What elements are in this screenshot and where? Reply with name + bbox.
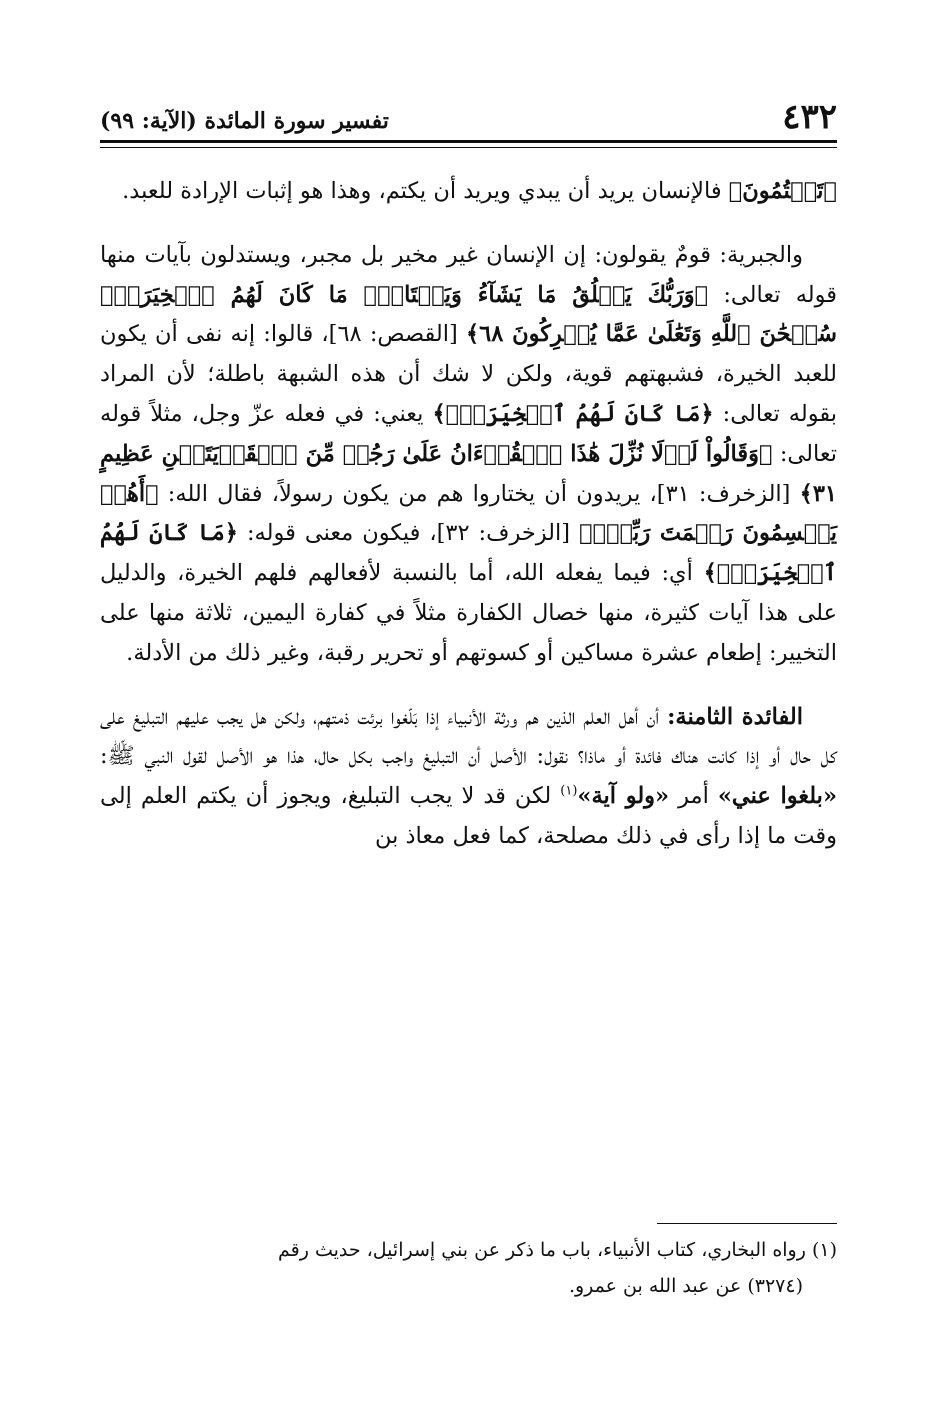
footnote-separator — [657, 1223, 837, 1224]
footnote-1-continuation — [100, 1268, 837, 1304]
text-span: أي: فيما يفعله الله، أما بالنسبة لأفعالهم فلهم الخيرة، والدليل على هذا آيات كثيرة، منها خصال الكفارة مثلاً في كفارة اليمين، ثلاثة منها على التخيير: إطعام عشرة مساكين أو كسوتهم أو تحرير رقبة، وغير ذلك من الأدلة. — [100, 560, 837, 666]
quran-verse: ﴿مَا كَانَ لَهُمُ ٱلۡخِيَرَةُۚ﴾ — [432, 400, 714, 427]
footnote-text: رواه البخاري، كتاب الأنبياء، باب ما ذكر عن بني إسرائيل، حديث رقم — [278, 1239, 812, 1261]
text-span: [الزخرف: ٣٢]، فيكون معنى قوله: — [237, 520, 580, 547]
text-span: [القصص: ٦٨]، قالوا: إنه نفى أن يكون للعبد الخيرة، فشبهتهم قوية، ولكن لا شك أن هذه الشبهة باطلة؛ لأن المراد بقوله تعالى: — [100, 321, 837, 427]
quran-verse: ﴿مَا كَانَ لَهُمُ ٱلۡخِيَرَةُۚ﴾ — [100, 520, 837, 587]
text-span: فالإنسان يريد أن يبدي ويريد أن يكتم، وهذا هو إثبات الإرادة للعبد. — [122, 178, 729, 204]
text-span: أمر — [669, 783, 718, 810]
header-rule-thin — [100, 147, 837, 148]
paragraph-2 — [100, 236, 837, 674]
page-number: ٤٣٢ — [782, 97, 837, 137]
footnote-text: (٣٢٧٤) عن عبد الله بن عمرو. — [568, 1275, 803, 1297]
text-span: أن أهل العلم الذين هم ورثة الأنبياء إذا بَلّغوا برئت ذمتهم، ولكن هل يجب عليهم التبليغ على كل حال أو إذا كانت هناك فائدة أو ماذا؟ نقول: الأصل أن التبليغ واجب بكل حال، هذا هو الأصل لقول النبي ﷺ: — [100, 703, 837, 770]
quran-verse: ﴿أَهُمۡ يَقۡسِمُونَ رَحۡمَتَ رَبِّكَۚ﴾ — [100, 480, 837, 547]
footnote-number: (١) — [811, 1239, 837, 1261]
text-span: لكن قد لا يجب التبليغ، ويجوز أن يكتم العلم إلى وقت ما إذا رأى في ذلك مصلحة، كما فعل معاذ بن — [100, 783, 837, 849]
quran-verse: ﴿تَكۡتُمُونَ﴾ — [728, 178, 837, 204]
quran-verse: ﴿وَرَبُّكَ يَخۡلُقُ مَا يَشَآءُ وَيَخۡتَارُۗ مَا كَانَ لَهُمُ ٱلۡخِيَرَةُۚ سُبۡحَٰنَ ٱللَّهِ وَتَعَٰلَىٰ عَمَّا يُشۡرِكُونَ ٦٨﴾ — [100, 281, 838, 348]
footnote-marker: (١) — [560, 783, 578, 799]
quran-verse: ﴿وَقَالُواْ لَوۡلَا نُزِّلَ هَٰذَا ٱلۡقُرۡءَانُ عَلَىٰ رَجُلٖ مِّنَ ٱلۡقَرۡيَتَيۡنِ عَظِيمٍ ٣١﴾ — [100, 440, 837, 507]
header-rule-thick — [100, 140, 837, 143]
main-text — [100, 172, 837, 857]
section-heading: الفائدة الثامنة: — [667, 703, 804, 730]
running-title: تفسير سورة المائدة (الآية: ٩٩) — [100, 108, 389, 134]
paragraph-3 — [100, 698, 837, 857]
hadith-quote: «بلغوا عني» — [717, 783, 838, 810]
page-header — [100, 90, 837, 137]
text-span: [الزخرف: ٣١]، يريدون أن يختاروا هم من يكون رسولاً، فقال الله: — [158, 480, 800, 507]
hadith-quote: «ولو آية» — [577, 783, 670, 810]
footnotes — [100, 1232, 837, 1304]
paragraph-1 — [100, 172, 837, 212]
footnote-1 — [100, 1232, 837, 1268]
text-span: والجبرية: قومٌ يقولون: إن الإنسان غير مخير بل مجبر، ويستدلون بآيات منها قوله تعالى: — [100, 241, 838, 308]
text-span: يعني: في فعله عزّ وجل، مثلاً قوله تعالى: — [100, 400, 837, 467]
